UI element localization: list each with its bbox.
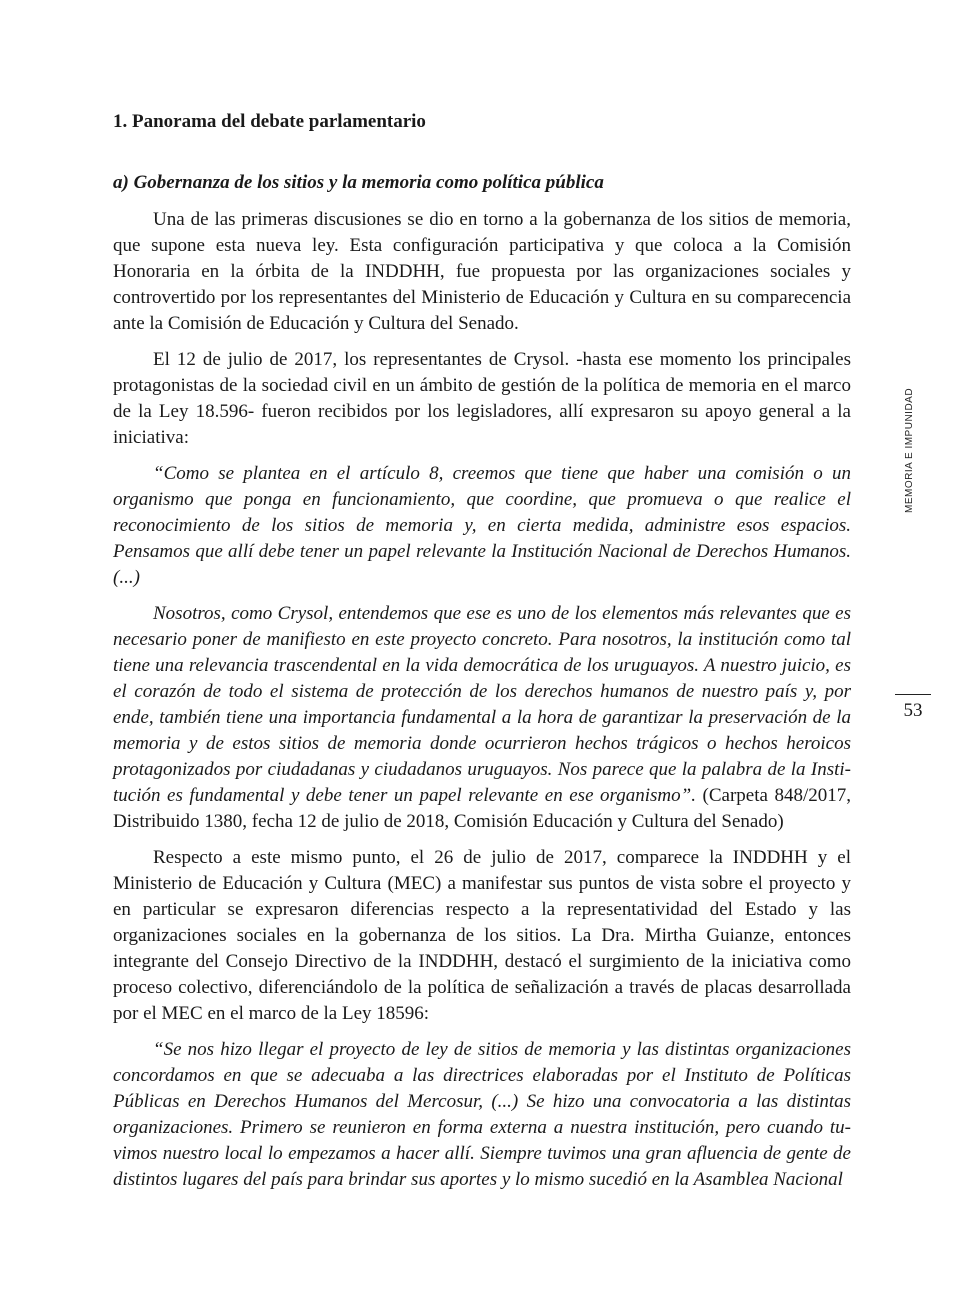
body-text — [113, 207, 851, 1203]
quote-2 — [113, 601, 851, 835]
paragraph-2: El 12 de julio de 2017, los representantes de Crysol. -hasta ese momento los principales protagonistas de la sociedad civil en un ámbito de gestión de la política de memoria en el marco de la Ley 18.596- fueron recibidos por los legisladores, allí expresaron su apoyo general a la iniciativa: — [113, 349, 851, 448]
paragraph-1: Una de las primeras discusiones se dio en torno a la gobernanza de los sitios de memoria, que supone esta nueva ley. Esta configuración participativa y que coloca a la Comisión Honoraria en la órbita de la INDDHH, fue propuesta por las organizaciones sociales y controvertido por los representantes del Ministerio de Educación y Cultura en su comparecencia ante la Comisión de Educación y Cultura del Senado. — [113, 209, 851, 334]
quote-2-citation: (Carpeta 848/2017, Distribuido 1380, fecha 12 de julio de 2018, Comisión Educación y Cultura del Senado) — [113, 785, 851, 832]
section-subheading: a) Gobernanza de los sitios y la memoria como política pública — [113, 172, 604, 193]
running-title: MEMORIA E IMPUNIDAD — [904, 387, 915, 513]
quote-1: “Como se plantea en el artículo 8, creemos que tiene que haber una comisión o un organismo que ponga en funcionamiento, que coordine, que promueva o que realice el reconocimiento de los sitios de memoria y, en cierta medida, administre esos espacios. Pensamos que allí debe tener un papel relevante la Institución Nacional de Derechos Humanos. (...) — [113, 463, 851, 588]
paragraph-3: Respecto a este mismo punto, el 26 de julio de 2017, comparece la INDDHH y el Ministerio de Educación y Cultura (MEC) a manifestar sus puntos de vista sobre el proyecto y en particular se expresaron diferencias respecto a la representatividad del Estado y las organizaciones sociales en la gobernanza de los sitios. La Dra. Mirtha Guianze, entonces integrante del Consejo Directivo de la INDDHH, destacó el surgimiento de la iniciativa como proceso colectivo, diferenciándolo de la política de señalización a través de placas desarrollada por el MEC en el marco de la Ley 18596: — [113, 847, 851, 1024]
page-number: 53 — [903, 700, 923, 721]
section-heading: 1. Panorama del debate parlamentario — [113, 111, 426, 132]
quote-3: “Se nos hizo llegar el proyecto de ley de sitios de memoria y las distintas organizaciones concordamos en que se adecuaba a las directrices elaboradas por el Instituto de Políticas Públicas en Derechos Humanos del Mercosur, (...) Se hizo una convocatoria a las distintas organizaciones. Primero se reunieron en forma externa a nuestra institución, pero cuando tuvimos nuestro local lo empezamos a hacer allí. Siempre tuvimos una gran afluencia de gente de distintos lugares del país para brindar sus aportes y lo mismo sucedió en la Asamblea Nacional — [113, 1039, 851, 1190]
quote-2-text: Nosotros, como Crysol, entendemos que ese es uno de los elementos más relevantes que es necesario poner de manifiesto en este proyecto concreto. Para nosotros, la institución como tal tiene una relevancia trascendental en la vida democrática de los uruguayos. A nuestro juicio, es el corazón de todo el sistema de protección de los derechos humanos de nuestro país y, por ende, también tiene una importancia fundamental a la hora de garantizar la preservación de la memoria y de estos sitios de memoria donde ocurrieron hechos trágicos o hechos heroicos protagonizados por ciudadanas y ciudadanos uruguayos. Nos parece que la palabra de la Institución es fundamental y debe tener un papel relevante en ese organismo”. — [113, 603, 851, 806]
page-number-rule — [895, 694, 931, 695]
